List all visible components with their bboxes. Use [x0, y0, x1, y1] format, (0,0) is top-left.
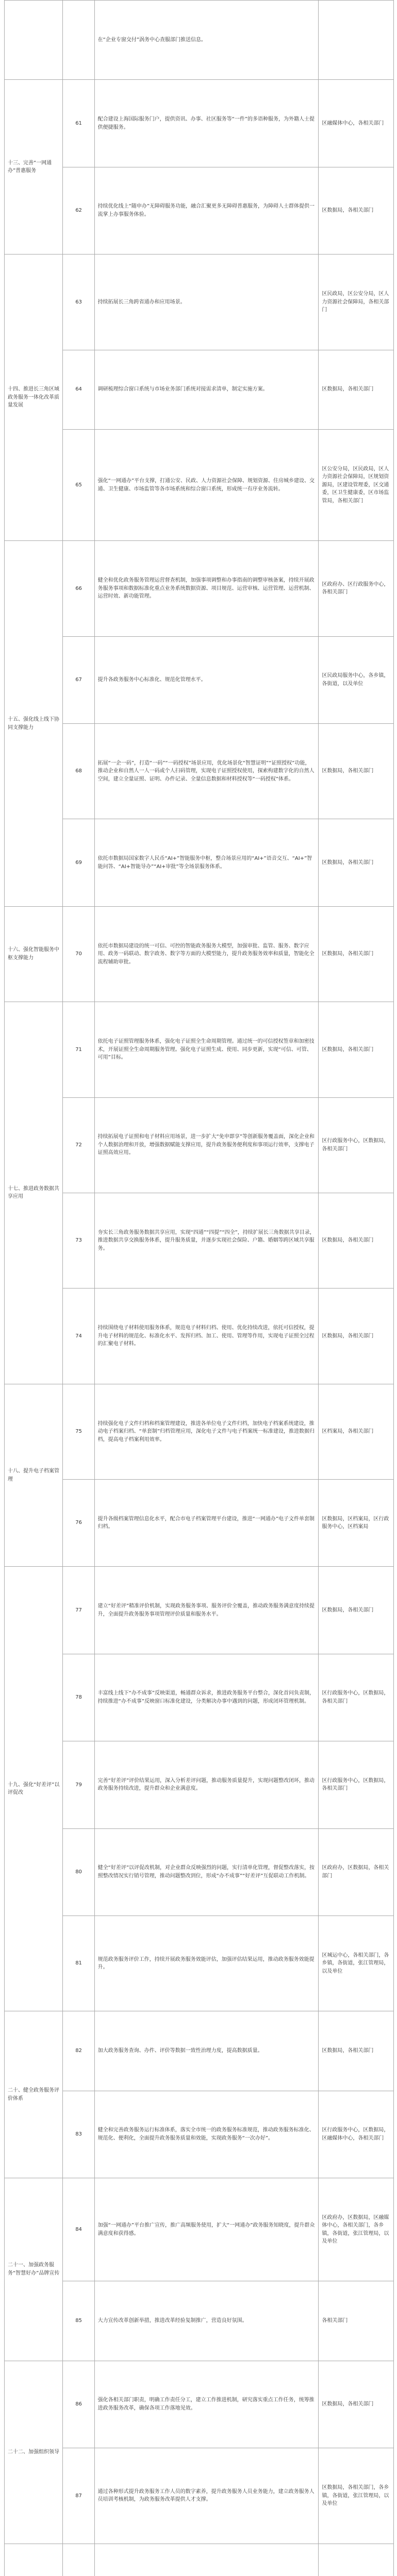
item-number-cell: 85: [63, 2281, 94, 2361]
category-cell: 十九、强化“好差评”以评促改: [5, 1567, 63, 2011]
item-number-cell: 80: [63, 1828, 94, 1916]
responsible-dept-cell: 区政府办，区数据局，区融媒体中心，各相关部门，各乡镇，各街道，张江管理局，以及单位: [319, 2178, 394, 2281]
task-content-cell: 持续围绕电子材料使用服务体系，规范电子材料归档、使用、优化持续改进，依托可信授权，提升电子材料的规范化、标准化水平、发挥归档、加工、使用、管理等作用，实现电子证照全过程的汇聚电子材料。: [94, 1289, 319, 1384]
responsible-dept-cell: 区数据局，各相关部门: [319, 167, 394, 254]
table-row: [5, 2361, 394, 2448]
responsible-dept-cell: 区行政服务中心，区数据局，各相关部门: [319, 1654, 394, 1741]
item-number-cell: [63, 2544, 94, 2576]
category-cell: 十五、强化线上线下协同支撑能力: [5, 541, 63, 907]
item-number-cell: 74: [63, 1289, 94, 1384]
category-cell: 二十二、加强组织领导: [5, 2361, 63, 2544]
table-row: [5, 167, 394, 254]
table-row: [5, 2178, 394, 2281]
task-content-cell: 在“企业专窗交付”涡务中心查服部门推送信息。: [94, 1, 319, 80]
task-content-cell: 持续拓展电子证照和电子材料应用场景，进一步扩大“免申即享”等创新服务覆盖面，深化企业和个人数据治理和开放，增强数据赋能支撑应用，提升政务服务便利度和事项运行效率，支撑电子证照高效应用。: [94, 1097, 319, 1193]
responsible-dept-cell: 区公安分局，区民政局，区人力资源社会保障局，区规划资源局，区建设管理委，区交通委，区卫生健康委，区市场监管局，各相关部门: [319, 429, 394, 540]
table-row: [5, 1480, 394, 1567]
item-number-cell: 62: [63, 167, 94, 254]
item-number-cell: 86: [63, 2361, 94, 2448]
table-row: [5, 1289, 394, 1384]
item-number-cell: 76: [63, 1480, 94, 1567]
responsible-dept-cell: 区政府办，区数据局，各相关部门: [319, 1828, 394, 1916]
item-number-cell: 84: [63, 2178, 94, 2281]
table-row: [5, 636, 394, 723]
item-number-cell: 81: [63, 1916, 94, 2011]
item-number-cell: 78: [63, 1654, 94, 1741]
item-number-cell: 82: [63, 2011, 94, 2091]
responsible-dept-cell: 区城运中心，各相关部门，各乡镇，各街道，张江管理局，以及单位: [319, 1916, 394, 2011]
responsible-dept-cell: 区行政服务中心，区数据局，各相关部门: [319, 1741, 394, 1828]
table-row: [5, 80, 394, 167]
category-cell: 十六、强化智能服务中枢支撑能力: [5, 906, 63, 1002]
task-content-cell: 提升各级档案管理信息化水平，配合市电子档案管理平台建设，推进“一网通办”电子文件单套制归档。: [94, 1480, 319, 1567]
item-number-cell: 79: [63, 1741, 94, 1828]
table-row: [5, 2091, 394, 2178]
task-content-cell: 依托市数据局建设的统一可信、可控的智能政务服务大模型，加强审批、监管、服务、数字应用、政务一码联动、数字政务、数字等方面的大模型能力，提升政务服务效率和质量，智能化全流程辅助审批。: [94, 906, 319, 1002]
task-content-cell: 依托市数据局国家数字人民币“AI+”智能服务中枢，整合场景应用的“AI+”语音交互、“AI+”智能问答、“AI+智能导办”“AI+审批”等全场景服务体系。: [94, 819, 319, 906]
category-cell: [5, 2544, 63, 2576]
item-number-cell: 87: [63, 2448, 94, 2544]
item-number-cell: 63: [63, 255, 94, 350]
task-content-cell: 依托电子证照管理服务体系，强化电子证照全生命周期管理。通过统一的可信授权签章和加密技术，开展证照全生命周期服务管理。强化电子证照生成、使用、同步更新，实现“可信、可管、可用”目标。: [94, 1002, 319, 1097]
table-row: [5, 2448, 394, 2544]
task-content-cell: 拓展“一企一码”，打造“一码”“一码授权”场景应用，优化场景化“智慧证明”“证照授权”功能，推动企业和自然人一人一码或个人扫码管理，实现电子证照授权使用，探索构建数字化的自然人空间，建立全量证照、证明、办件记录、全量信息数据和材料授权等“一码授权”体系。: [94, 724, 319, 819]
table-row: [5, 1741, 394, 1828]
task-content-cell: 建立“好差评”精准评价机制，实现政务服务事项、服务评价全覆盖，推动政务服务满意度持续提升，全面提升政务服务事项管理评价质量和服务水平。: [94, 1567, 319, 1654]
table-row: [5, 1097, 394, 1193]
responsible-dept-cell: 区数据局，各相关部门: [319, 724, 394, 819]
table-row: [5, 1916, 394, 2011]
responsible-dept-cell: 区民政局，区公安分局，区人力资源社会保障局，各相关部门: [319, 255, 394, 350]
responsible-dept-cell: 区数据局，各相关部门: [319, 2011, 394, 2091]
item-number-cell: 68: [63, 724, 94, 819]
task-content-cell: 加大政务服务查询、办件、评价等数据一致性治理力度，提高数据质量。: [94, 2011, 319, 2091]
item-number-cell: 70: [63, 906, 94, 1002]
item-number-cell: 67: [63, 636, 94, 723]
table-row: [5, 2011, 394, 2091]
category-cell: [5, 1, 63, 80]
document-body: [4, 0, 394, 2576]
table-row: [5, 1654, 394, 1741]
task-content-cell: 提升各政务服务中心标准化、规范化管理水平。: [94, 636, 319, 723]
table-row: [5, 2281, 394, 2361]
task-content-cell: 加强“一网通办”平台推广宣传，推广高频服务使用，扩大“一网通办”政务服务知晓度，提升群众满意度和获得感。: [94, 2178, 319, 2281]
task-content-cell: 配合建设上海国际服务门户，提供资讯、办事、社区服务等“一件”的多语种服务，为外籍人士提供便捷服务。: [94, 80, 319, 167]
task-content-cell: 丰富线上线下“办不成事”反映渠道，畅通群众诉求，推进政务服务平台整合，深化首问负责制，持续推进“办不成事”反映窗口标准化建设，分类解决办事中遇到的问题，形成闭环管理机制。: [94, 1654, 319, 1741]
category-cell: 二十一、加强政务服务“智慧好办”品牌宣传: [5, 2178, 63, 2361]
task-content-cell: 健全“好差评”以评促改机制，对企业群众反映强烈的问题，实行清单化管理，督促整改落实，按照整改情况实行销号管理，推动问题整改到位，形成“办不成事”“好差评”互促联动工作机制。: [94, 1828, 319, 1916]
item-number-cell: 71: [63, 1002, 94, 1097]
responsible-dept-cell: 区数据局，各相关部门: [319, 819, 394, 906]
responsible-dept-cell: 区行政服务中心，区数据局，区融媒体中心，各相关部门: [319, 2091, 394, 2178]
table-row: [5, 724, 394, 819]
item-number-cell: 72: [63, 1097, 94, 1193]
responsible-dept-cell: 区档案局，各相关部门: [319, 1384, 394, 1479]
task-content-cell: 持续强化电子文件归档和档案管理建设，推进各单位电子文件归档，加快电子档案系统建设，推动电子档案归档、“单套制”归档管理应用，深化电子文件与电子档案统一标准建设，推进数据归档，提高电子档案利用效率。: [94, 1384, 319, 1479]
task-content-cell: 完善“好差评”评价结果运用，深入分析差评问题，推动服务质量提升，实现问题整改闭环，推动政务服务持续改进，提升群众和企业满意度。: [94, 1741, 319, 1828]
task-content-cell: 健全和完善政务服务运行标准体系，落实全市统一的政务服务标准规范，推动政务服务标准化、规范化、便利化，全面提升政务服务质量和效能，实现政务服务“一次办好”。: [94, 2091, 319, 2178]
task-content-cell: 规范政务服务评价工作，持续开展政务服务效能评估，加强评估结果运用，推动政务服务效能提升。: [94, 1916, 319, 2011]
responsible-dept-cell: 各相关部门: [319, 2281, 394, 2361]
task-table-body: [5, 1, 394, 2576]
responsible-dept-cell: 区数据局，各相关部门: [319, 1002, 394, 1097]
task-content-cell: 持续优化线上“随申办”无障碍服务功能，融合汇聚更多无障碍普惠服务，为障碍人士群体提供一流掌上办事服务体验。: [94, 167, 319, 254]
table-row: [5, 2544, 394, 2576]
table-row: [5, 255, 394, 350]
responsible-dept-cell: 区数据局，区档案局，区行政服务中心，区档案局: [319, 1480, 394, 1567]
category-cell: 十八、提升电子档案管理: [5, 1384, 63, 1567]
task-content-cell: 调研梳理综合窗口系统与市场业务部门系统对接需求清单，制定实施方案。: [94, 350, 319, 429]
category-cell: 十四、推进长三角区域政务服务一体化改革质量发展: [5, 255, 63, 541]
table-row: [5, 541, 394, 636]
table-row: [5, 1, 394, 80]
responsible-dept-cell: 区数据局，各相关部门，各乡镇，各街道，张江管理局，以及单位: [319, 2448, 394, 2544]
responsible-dept-cell: 区数据局，各相关部门: [319, 1567, 394, 1654]
responsible-dept-cell: [319, 1, 394, 80]
task-table: [4, 0, 394, 2576]
item-number-cell: 61: [63, 80, 94, 167]
responsible-dept-cell: 区政府办、区行政服务中心，各相关部门: [319, 541, 394, 636]
table-row: [5, 906, 394, 1002]
task-content-cell: 强化“一网通办”平台支撑，打通公安、民政、人力资源社会保障、规划资源、住房城乡建设、交通、卫生健康、市场监管等各市场系统和综合窗口系统，形成统一有序业务流转。: [94, 429, 319, 540]
responsible-dept-cell: 区数据局，各相关部门: [319, 2361, 394, 2448]
responsible-dept-cell: 区行政服务中心，区数据局，各相关部门: [319, 1097, 394, 1193]
item-number-cell: 65: [63, 429, 94, 540]
responsible-dept-cell: 区数据局，各相关部门: [319, 350, 394, 429]
item-number-cell: 83: [63, 2091, 94, 2178]
table-row: [5, 429, 394, 540]
table-row: [5, 819, 394, 906]
responsible-dept-cell: 区数据局，各相关部门: [319, 1193, 394, 1288]
category-cell: 二十、健全政务服务评价体系: [5, 2011, 63, 2178]
category-cell: 十七、推进政务数据共享应用: [5, 1002, 63, 1384]
item-number-cell: 73: [63, 1193, 94, 1288]
task-content-cell: 夯实长三角政务服务数据共享应用，实现“四通”“四提”“四全”，持续扩展长三角数据共享目录，推进数据共享交换服务体系，提升服务质量，并逐步实现社会保险、户籍、婚姻等跨区域共享服务。: [94, 1193, 319, 1288]
responsible-dept-cell: 区民政局服务中心，各乡镇，各街道，以及单位: [319, 636, 394, 723]
item-number-cell: 77: [63, 1567, 94, 1654]
task-content-cell: 健全和优化政务服务管理运营督查机制，加强事项调整和办事指南的调整审核备案，持续开展政务服务事项和数据标准化重点业务系统数据资源、项目规范、运营审核、运营管理、运营机制、运营时效、新功能管理。: [94, 541, 319, 636]
item-number-cell: 69: [63, 819, 94, 906]
item-number-cell: 66: [63, 541, 94, 636]
table-row: [5, 1002, 394, 1097]
table-row: [5, 1193, 394, 1288]
table-row: [5, 1828, 394, 1916]
table-row: [5, 1384, 394, 1479]
responsible-dept-cell: 区数据局，各相关部门: [319, 906, 394, 1002]
item-number-cell: 64: [63, 350, 94, 429]
task-content-cell: 强化各相关部门职责，明确工作责任分工，建立工作推进机制，研究落实重点工作任务，统筹推进政务服务改革，确保各项工作落地见效。: [94, 2361, 319, 2448]
item-number-cell: [63, 1, 94, 80]
task-content-cell: 持续拓展长三角跨省通办和应用场景。: [94, 255, 319, 350]
category-cell: 十三、完善“一网通办”普惠服务: [5, 80, 63, 255]
responsible-dept-cell: [319, 2544, 394, 2576]
task-content-cell: 大力宣传改革创新举措，推进改革经验复制推广，营造良好氛围。: [94, 2281, 319, 2361]
table-row: [5, 350, 394, 429]
task-content-cell: [94, 2544, 319, 2576]
item-number-cell: 75: [63, 1384, 94, 1479]
task-content-cell: 通过各种形式提升政务服务工作人员的数字素养，提升政务服务人员业务能力，建立政务服务人员培训考核机制，为政务服务改革提供人才支撑。: [94, 2448, 319, 2544]
responsible-dept-cell: 区数据局，各相关部门: [319, 1289, 394, 1384]
table-row: [5, 1567, 394, 1654]
responsible-dept-cell: 区融媒体中心，各相关部门: [319, 80, 394, 167]
